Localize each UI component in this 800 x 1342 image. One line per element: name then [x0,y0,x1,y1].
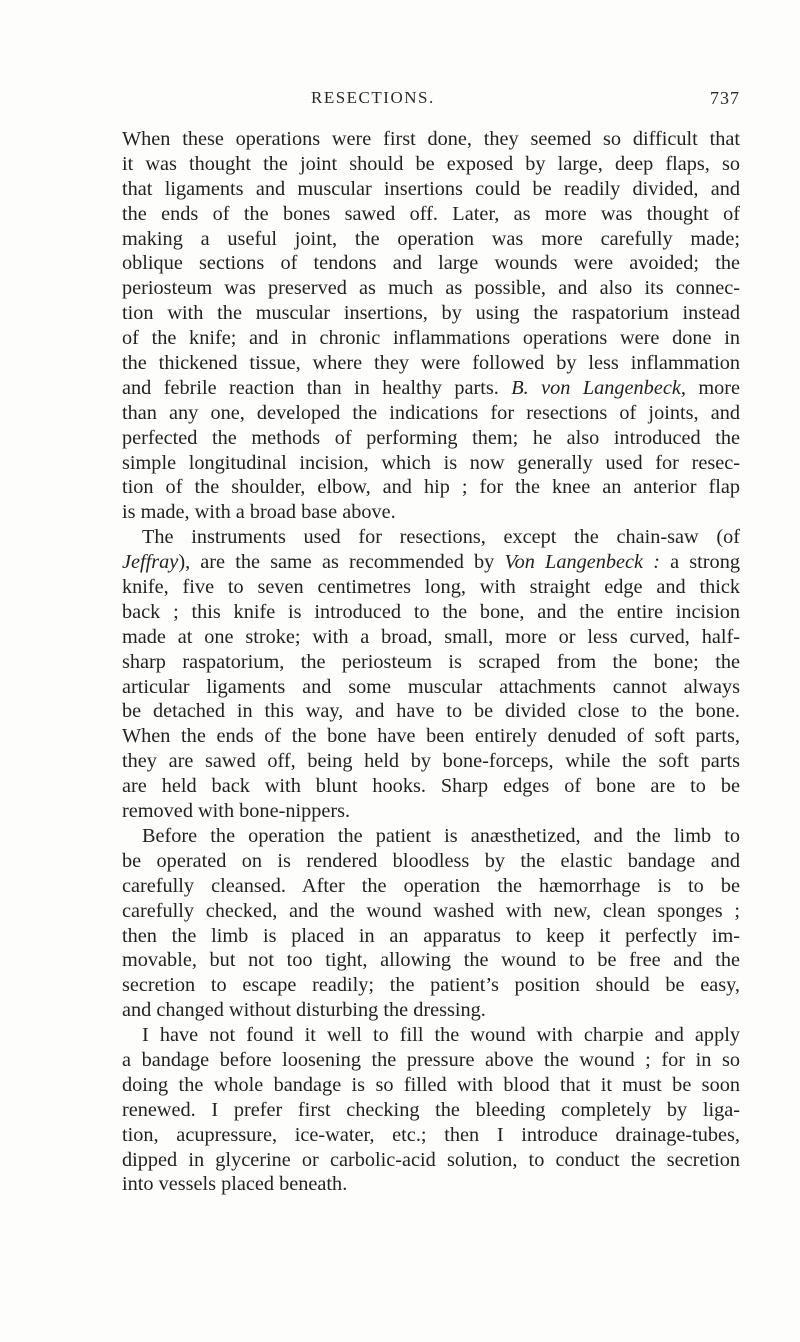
text-segment: a strong [670,551,740,574]
text-line: and changed without disturbing the dressing. [122,999,486,1022]
text-line: periosteum was preserved as much as possible, and also its connec- [122,277,740,300]
text-line: secretion to escape readily; the patient’s position should be easy, [122,974,740,997]
text-line: they are sawed off, being held by bone-forceps, while the soft parts [122,750,740,773]
text-line: I have not found it well to fill the wound with charpie and apply [142,1024,740,1047]
running-title: RESECTIONS. [311,88,435,107]
text-line: dipped in glycerine or carbolic-acid solution, to conduct the secretion [122,1148,740,1171]
text-line: back ; this knife is introduced to the bone, and the entire incision [122,600,740,623]
text-line: made at one stroke; with a broad, small, more or less curved, half- [122,625,740,648]
text-line: simple longitudinal incision, which is now generally used for resec- [122,451,740,474]
text-line: When these operations were first done, they seemed so difficult that [122,128,740,150]
text-line: a bandage before loosening the pressure above the wound ; for in so [122,1048,740,1071]
text-line: sharp raspatorium, the periosteum is scraped from the bone; the [122,650,740,673]
text-line: the thickened tissue, where they were followed by less inflammation [122,352,740,375]
text-line: than any one, developed the indications for resections of joints, and [122,401,740,424]
text-line: articular ligaments and some muscular attachments cannot always [122,675,740,698]
text-line: it was thought the joint should be exposed by large, deep flaps, so [122,152,740,175]
text-line: are held back with blunt hooks. Sharp edges of bone are to be [122,775,740,798]
text-line: into vessels placed beneath. [122,1173,348,1196]
text-segment: ), are the same as recommended by [178,551,495,574]
text-line: doing the whole bandage is so filled with blood that it must be soon [122,1073,740,1096]
text-line: The instruments used for resections, except the chain-saw (of [142,526,740,549]
text-line: be detached in this way, and have to be divided close to the bone. [122,700,740,723]
text-line: oblique sections of tendons and large wounds were avoided; the [122,252,740,275]
text-line: carefully checked, and the wound washed with new, clean sponges ; [122,899,740,922]
text-line: be operated on is rendered bloodless by the elastic bandage and [122,849,740,872]
author-name-italic: Jeffray [122,551,179,574]
text-line: tion with the muscular insertions, by using the raspatorium instead [122,302,740,325]
author-name-italic: B. von Langenbeck, [511,376,686,399]
text-line: removed with bone-nippers. [122,800,351,823]
text-line: that ligaments and muscular insertions could be readily divided, and [122,177,740,200]
text-line: knife, five to seven centimetres long, with straight edge and thick [122,576,740,599]
page-number: 737 [710,88,740,108]
text-segment: and febrile reaction than in healthy parts. [122,376,499,399]
text-line: is made, with a broad base above. [122,501,396,524]
text-line: of the knife; and in chronic inflammations operations were done in [122,327,740,350]
text-line: tion of the shoulder, elbow, and hip ; for the knee an anterior flap [122,476,740,499]
text-line: tion, acupressure, ice-water, etc.; then I introduce drainage-tubes, [122,1123,740,1146]
text-line: perfected the methods of performing them; he also introduced the [122,426,740,449]
text-line: movable, but not too tight, allowing the wound to be free and the [122,949,740,972]
text-line: When the ends of the bone have been entirely denuded of soft parts, [122,725,740,748]
text-segment: more [698,376,740,399]
text-line: then the limb is placed in an apparatus to keep it perfectly im- [122,924,740,947]
running-head [0,88,800,110]
body-text [122,127,740,1197]
text-line: Before the operation the patient is anæsthetized, and the limb to [142,824,740,847]
author-name-italic: Von Langenbeck : [504,551,660,574]
text-line [122,376,740,401]
text-line: the ends of the bones sawed off. Later, as more was thought of [122,202,740,225]
text-line: carefully cleansed. After the operation the hæmorrhage is to be [122,874,740,897]
text-line: making a useful joint, the operation was more carefully made; [122,227,740,250]
text-line [122,550,740,575]
text-line: renewed. I prefer first checking the bleeding completely by liga- [122,1098,740,1121]
